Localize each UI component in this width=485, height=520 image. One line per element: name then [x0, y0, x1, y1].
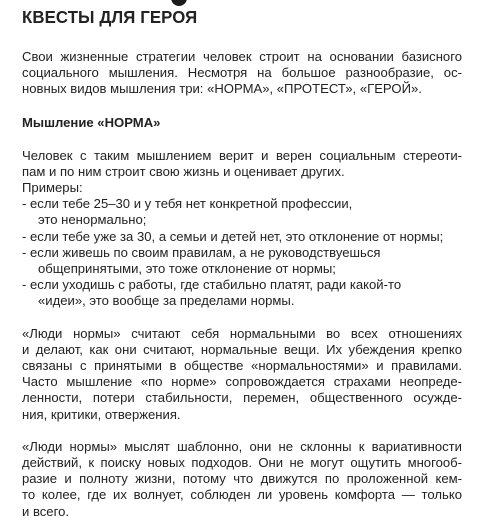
section-heading: Мышление «НОРМА»: [22, 114, 161, 130]
norm-thinking-line-1: «Люди нормы» мыслят шаблонно, они не склонны к вариативности: [22, 438, 462, 454]
example-line-4: - если живешь по своим правилам, а не руководствуешься: [22, 244, 381, 260]
norm-description-line-1: Человек с таким мышлением верит и верен социальным стереоти-: [22, 147, 462, 163]
norm-thinking-paragraph: [22, 439, 462, 520]
norm-people-line-6: ния, критики, отвержения.: [22, 406, 181, 422]
example-line-1: - если тебе 25–30 и у тебя нет конкретной профессии,: [22, 196, 353, 212]
intro-line-2: социального мышления. Несмотря на большое разнообразие, ос-: [22, 65, 462, 81]
norm-description-line-2: пам и по ним строит свою жизнь и оценивает других.: [22, 163, 345, 179]
example-line-5: общепринятыми, это тоже отклонение от нормы;: [38, 261, 336, 277]
examples-label: Примеры:: [22, 180, 83, 196]
example-line-7: «идеи», это вообще за пределами нормы.: [38, 293, 295, 309]
norm-thinking-line-5: и всего.: [22, 503, 69, 519]
norm-description-paragraph: [22, 148, 462, 310]
example-line-2: это ненормально;: [38, 212, 147, 228]
norm-people-line-1: «Люди нормы» считают себя нормальными во всех отношениях: [22, 325, 462, 341]
intro-line-3: новных видов мышления три: «НОРМА», «ПРОТЕСТ», «ГЕРОЙ».: [22, 81, 422, 97]
example-line-6: - если уходишь с работы, где стабильно платят, ради какой-то: [22, 277, 402, 293]
norm-thinking-line-2: действий, к поиску новых подходов. Они не могут ощутить многооб-: [22, 455, 462, 471]
norm-people-line-4: Часто мышление «по норме» сопровождается страхами неопреде-: [22, 374, 462, 390]
norm-people-line-5: ленности, потери стабильности, перемен, общественного осужде-: [22, 390, 462, 406]
norm-people-line-2: и делают, как они считают, нормальные вещи. Их убеждения крепко: [22, 341, 462, 357]
norm-thinking-line-3: разие и полноту жизни, потому что движутся по проложенной кем-: [22, 471, 462, 487]
norm-thinking-line-4: то колее, где их волнует, соблюден ли уровень комфорта — только: [22, 487, 462, 503]
intro-line-1: Свои жизненные стратегии человек строит на основании базисного: [22, 49, 462, 64]
norm-people-line-3: связаны с принятыми в обществе «нормальностями» и правилами.: [22, 358, 462, 374]
norm-people-paragraph: [22, 326, 462, 423]
intro-paragraph: [22, 49, 462, 98]
example-line-3: - если тебе уже за 30, а семьи и детей нет, это отклонение от нормы;: [22, 228, 444, 244]
article: [22, 6, 462, 520]
article-title: КВЕСТЫ ДЛЯ ГЕРОЯ: [22, 7, 198, 27]
